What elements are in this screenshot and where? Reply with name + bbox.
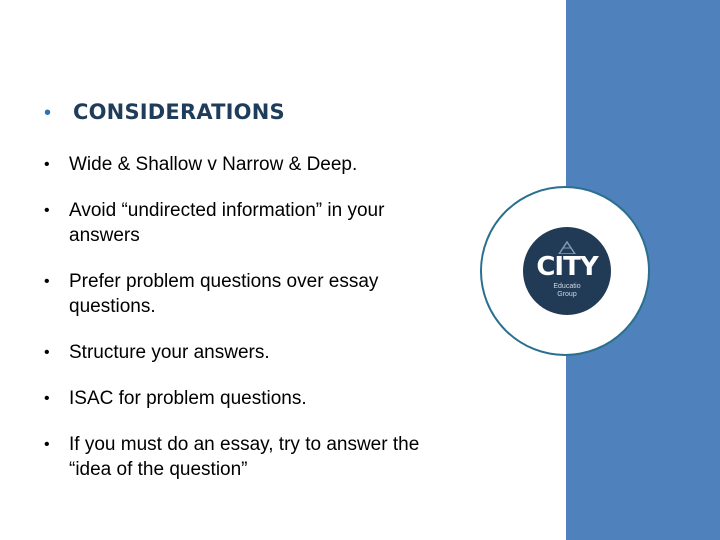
- bullet-text: If you must do an essay, try to answer the “idea of the question”: [69, 434, 420, 480]
- bullet-marker: •: [44, 202, 50, 219]
- bullet-marker: •: [44, 436, 50, 453]
- bullet-item: [44, 269, 464, 319]
- heading-text: CONSIDERATIONS: [73, 100, 285, 124]
- heading-bullet: •: [44, 102, 52, 124]
- bullet-list: [44, 152, 464, 503]
- bullet-marker: •: [44, 390, 50, 407]
- logo-wordmark: CITY: [536, 252, 598, 282]
- bullet-text: Structure your answers.: [69, 342, 270, 363]
- logo-subtitle-line: Group: [557, 291, 577, 298]
- bullet-text: Avoid “undirected information” in your answers: [69, 200, 385, 246]
- bullet-item: [44, 198, 464, 248]
- bullet-item: [44, 152, 464, 177]
- logo-subtitle-line: Educatio: [553, 283, 581, 290]
- bullet-text: ISAC for problem questions.: [69, 388, 307, 409]
- bullet-item: [44, 340, 464, 365]
- slide-heading: [44, 100, 285, 125]
- bullet-marker: •: [44, 273, 50, 290]
- bullet-marker: •: [44, 156, 50, 173]
- bullet-item: [44, 386, 464, 411]
- bullet-item: [44, 432, 464, 482]
- bullet-marker: •: [44, 344, 50, 361]
- bullet-text: Wide & Shallow v Narrow & Deep.: [69, 154, 358, 175]
- bullet-text: Prefer problem questions over essay questions.: [69, 271, 379, 317]
- logo-subtitle: [523, 283, 611, 299]
